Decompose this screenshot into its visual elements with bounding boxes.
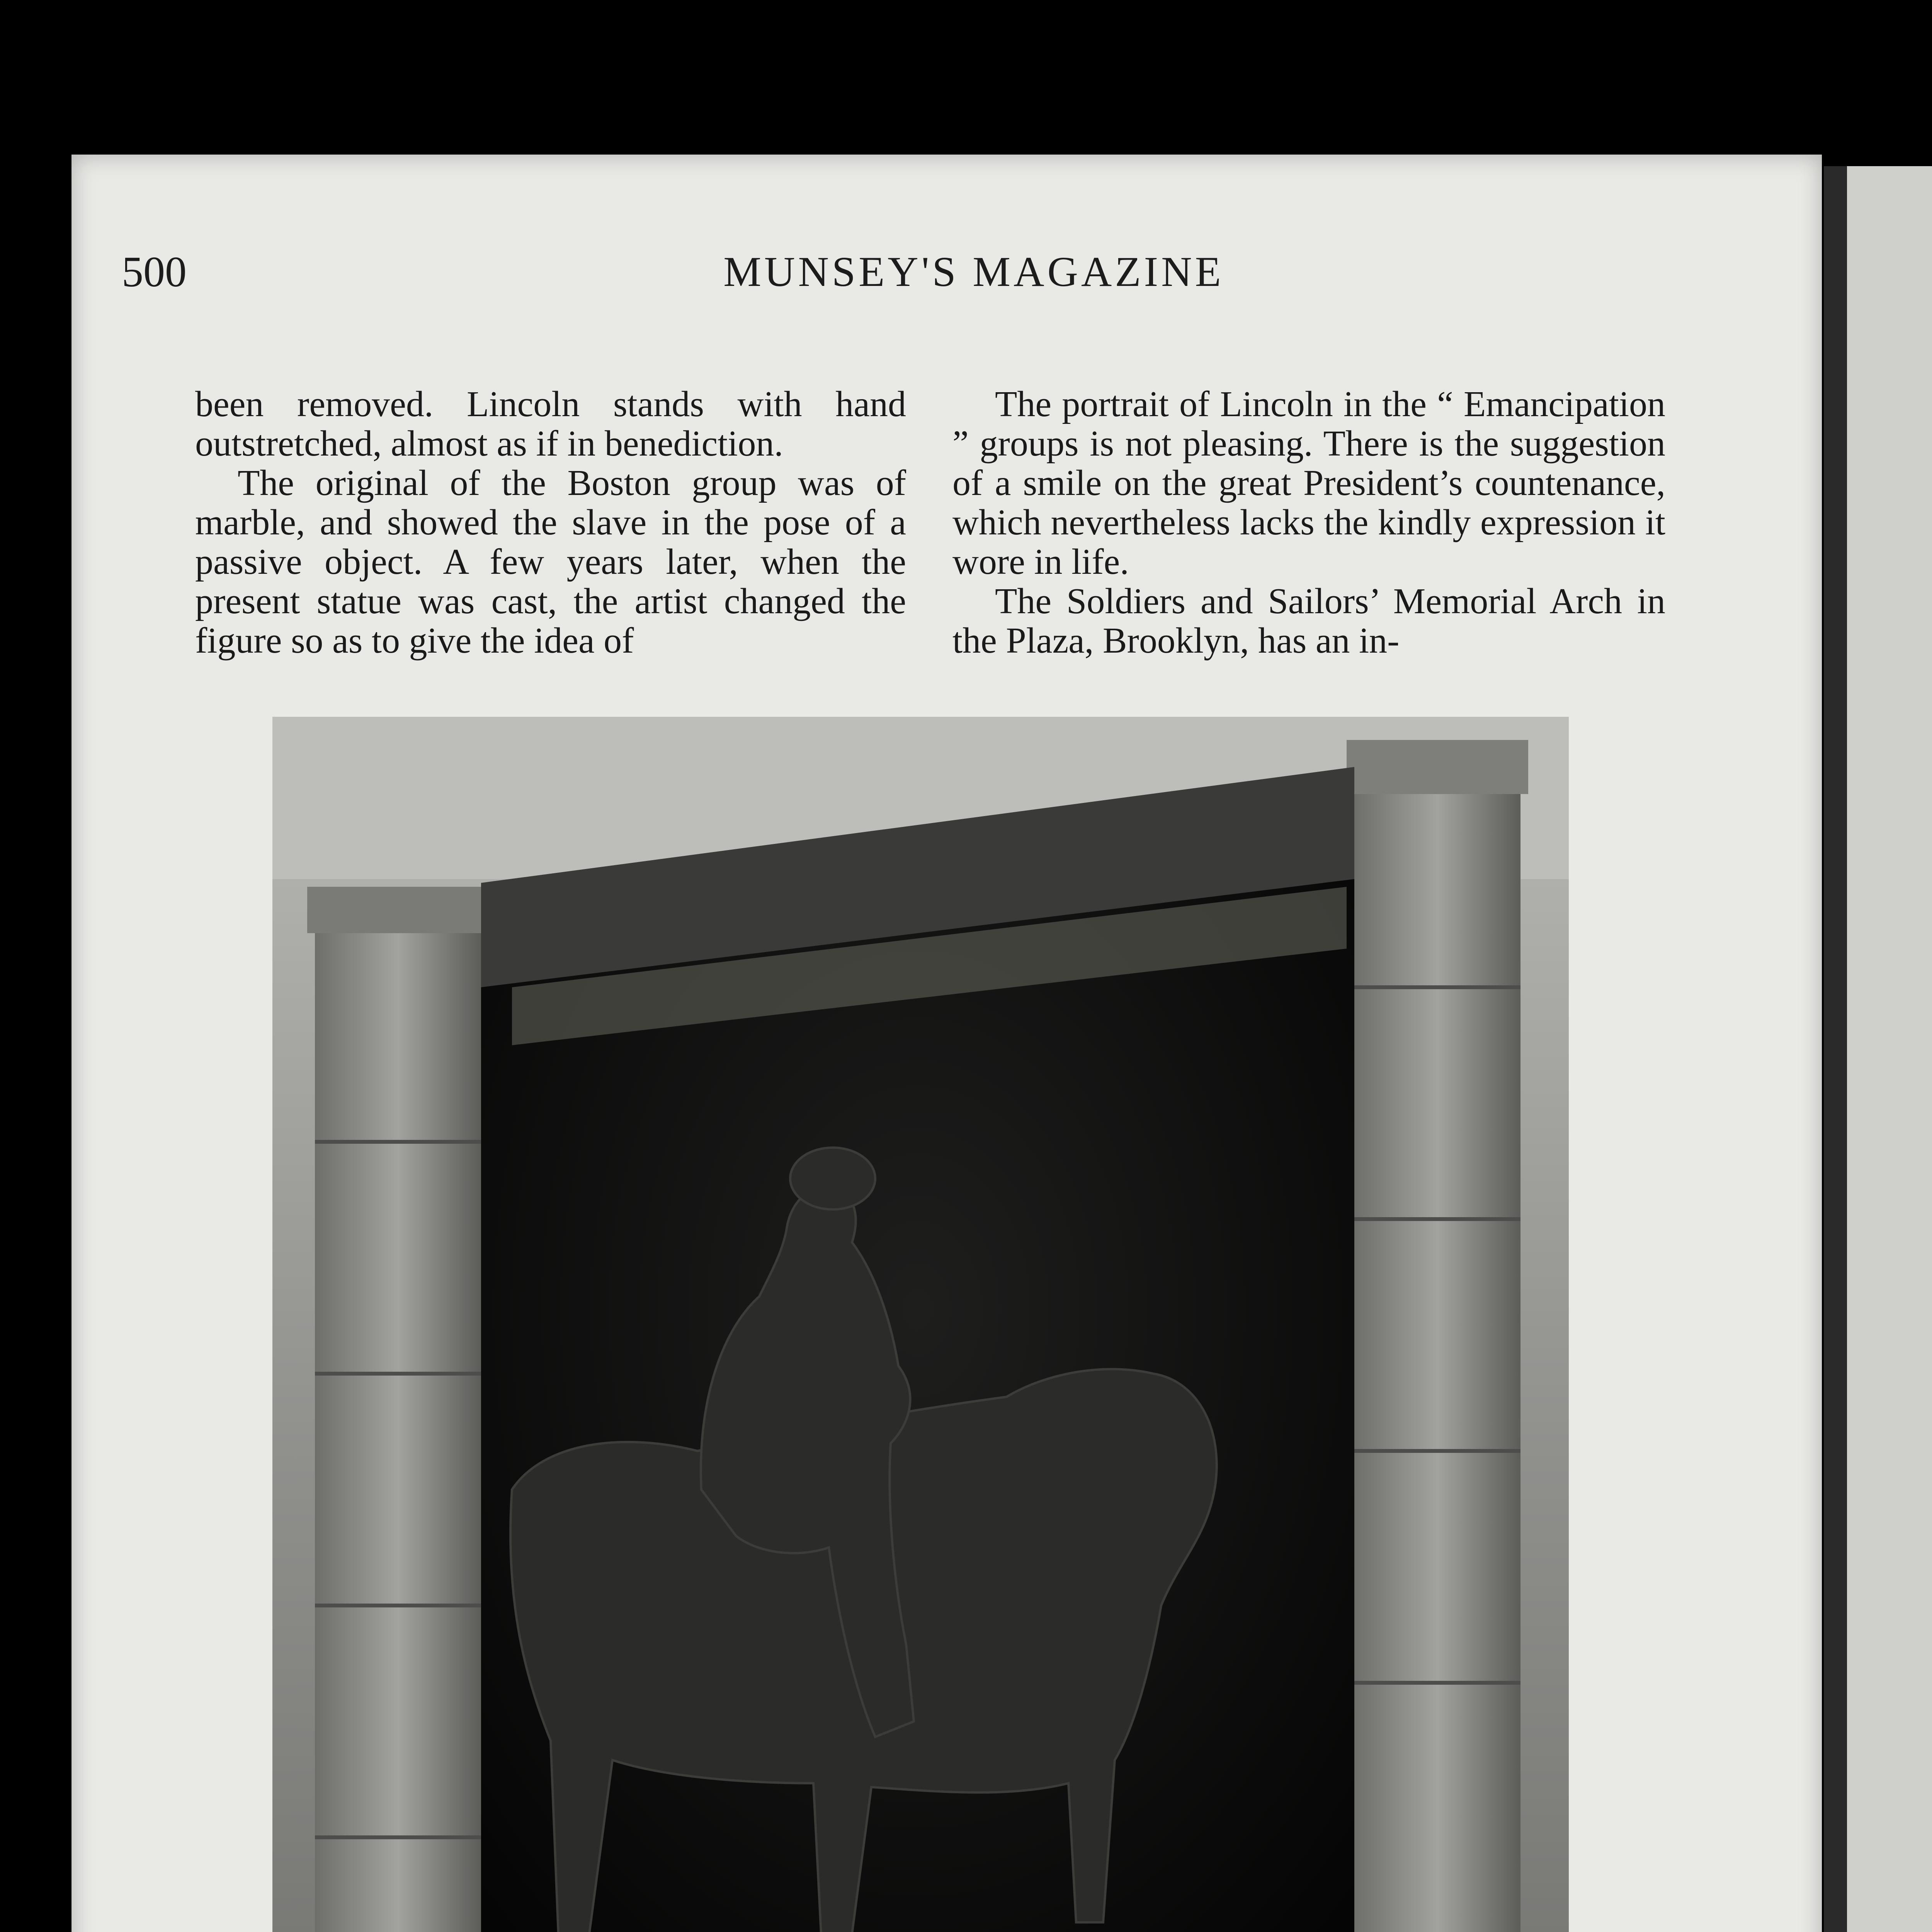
page-number: 500: [122, 248, 187, 296]
paragraph: The portrait of Lincoln in the “ Emancipation ” groups is not pleasing. There is the suggestion of a smile on the great President’s countenance, which nevertheless lacks the kindly expression it wore in life.: [952, 384, 1665, 582]
adjacent-page-edge: [1824, 166, 1932, 1932]
equestrian-relief-photo: [272, 717, 1569, 1932]
running-head: MUNSEY'S MAGAZINE: [723, 248, 1224, 295]
relief-photo-image: [272, 717, 1569, 1932]
upper-left-column: [195, 384, 906, 660]
paragraph: been removed. Lincoln stands with hand outstretched, almost as if in benediction.: [195, 384, 906, 464]
paragraph: The Soldiers and Sailors’ Memorial Arch in the Plaza, Brooklyn, has an in-: [952, 581, 1665, 661]
upper-right-column: [952, 384, 1665, 660]
paragraph: The original of the Boston group was of marble, and showed the slave in the pose of a passive object. A few years later, when the present statue was cast, the artist changed the figure so as to give the idea of: [195, 463, 906, 661]
